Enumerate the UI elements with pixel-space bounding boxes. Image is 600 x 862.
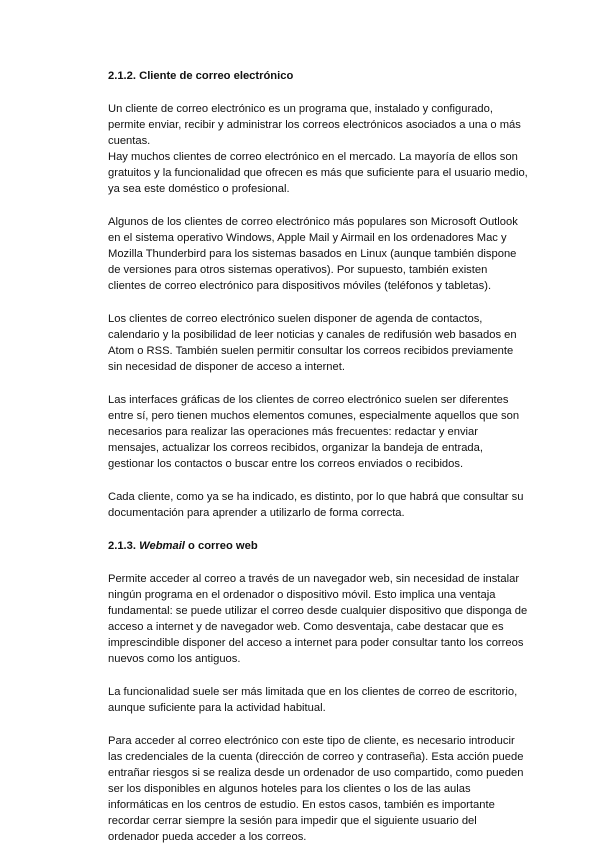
paragraph: Los clientes de correo electrónico suelen disponer de agenda de contactos, calendario y la posibilidad de leer noticias y canales de redifusión web basados en Atom o RSS. También suelen permitir consultar los correos recibidos previamente sin necesidad de disponer de acceso a internet. bbox=[108, 313, 517, 373]
section-number: 2.1.2. bbox=[108, 70, 136, 82]
paragraph: Permite acceder al correo a través de un navegador web, sin necesidad de instalar ningún programa en el ordenador o dispositivo móvil. Esto implica una ventaja fundamental: se puede utilizar el correo desde cualquier dispositivo que disponga de acceso a internet y de navegador web. Como desventaja, cabe destacar que es imprescindible disponer del acceso a internet para poder consultar tanto los correos nuevos como los antiguos. bbox=[108, 573, 528, 665]
section-title: o correo web bbox=[188, 540, 258, 552]
paragraph: Cada cliente, como ya se ha indicado, es distinto, por lo que habrá que consultar su documentación para aprender a utilizarlo de forma correcta. bbox=[108, 491, 524, 519]
section-title-italic: Webmail bbox=[139, 540, 185, 552]
section-heading-email-client bbox=[108, 68, 528, 84]
section-heading-webmail bbox=[108, 538, 528, 554]
paragraph: Las interfaces gráficas de los clientes de correo electrónico suelen ser diferentes entre sí, pero tienen muchos elementos comunes, especialmente aquellos que son necesarios para realizar las operaciones más frecuentes: redactar y enviar mensajes, actualizar los correos recibidos, organizar la bandeja de entrada, gestionar los contactos o buscar entre los correos enviados o recibidos. bbox=[108, 394, 520, 470]
document-page bbox=[108, 68, 528, 862]
paragraph: Para acceder al correo electrónico con este tipo de cliente, es necesario introducir las credenciales de la cuenta (dirección de correo y contraseña). Esta acción puede entrañar riesgos si se realiza desde un ordenador de uso compartido, como pueden ser los disponibles en algunos hoteles para los clientes o los de las aulas informáticas en los centros de estudio. En estos casos, también es importante recordar cerrar siempre la sesión para impedir que el siguiente usuario del ordenador pueda acceder a los correos. bbox=[108, 735, 524, 843]
paragraph: Un cliente de correo electrónico es un programa que, instalado y configurado, permite enviar, recibir y administrar los correos electrónicos asociados a una o más cuentas. bbox=[108, 103, 521, 147]
paragraph: La funcionalidad suele ser más limitada que en los clientes de correo de escritorio, aunque suficiente para la actividad habitual. bbox=[108, 686, 518, 714]
paragraph: Algunos de los clientes de correo electrónico más populares son Microsoft Outlook en el sistema operativo Windows, Apple Mail y Airmail en los ordenadores Mac y Mozilla Thunderbird para los sistemas basados en Linux (aunque también dispone de versiones para otros sistemas operativos). Por supuesto, también existen clientes de correo electrónico para dispositivos móviles (teléfonos y tabletas). bbox=[108, 216, 518, 292]
section-number: 2.1.3. bbox=[108, 540, 136, 552]
section-title: Cliente de correo electrónico bbox=[139, 70, 294, 82]
paragraph: Hay muchos clientes de correo electrónico en el mercado. La mayoría de ellos son gratuitos y la funcionalidad que ofrecen es más que suficiente para el usuario medio, ya sea este doméstico o profesional. bbox=[108, 151, 528, 195]
